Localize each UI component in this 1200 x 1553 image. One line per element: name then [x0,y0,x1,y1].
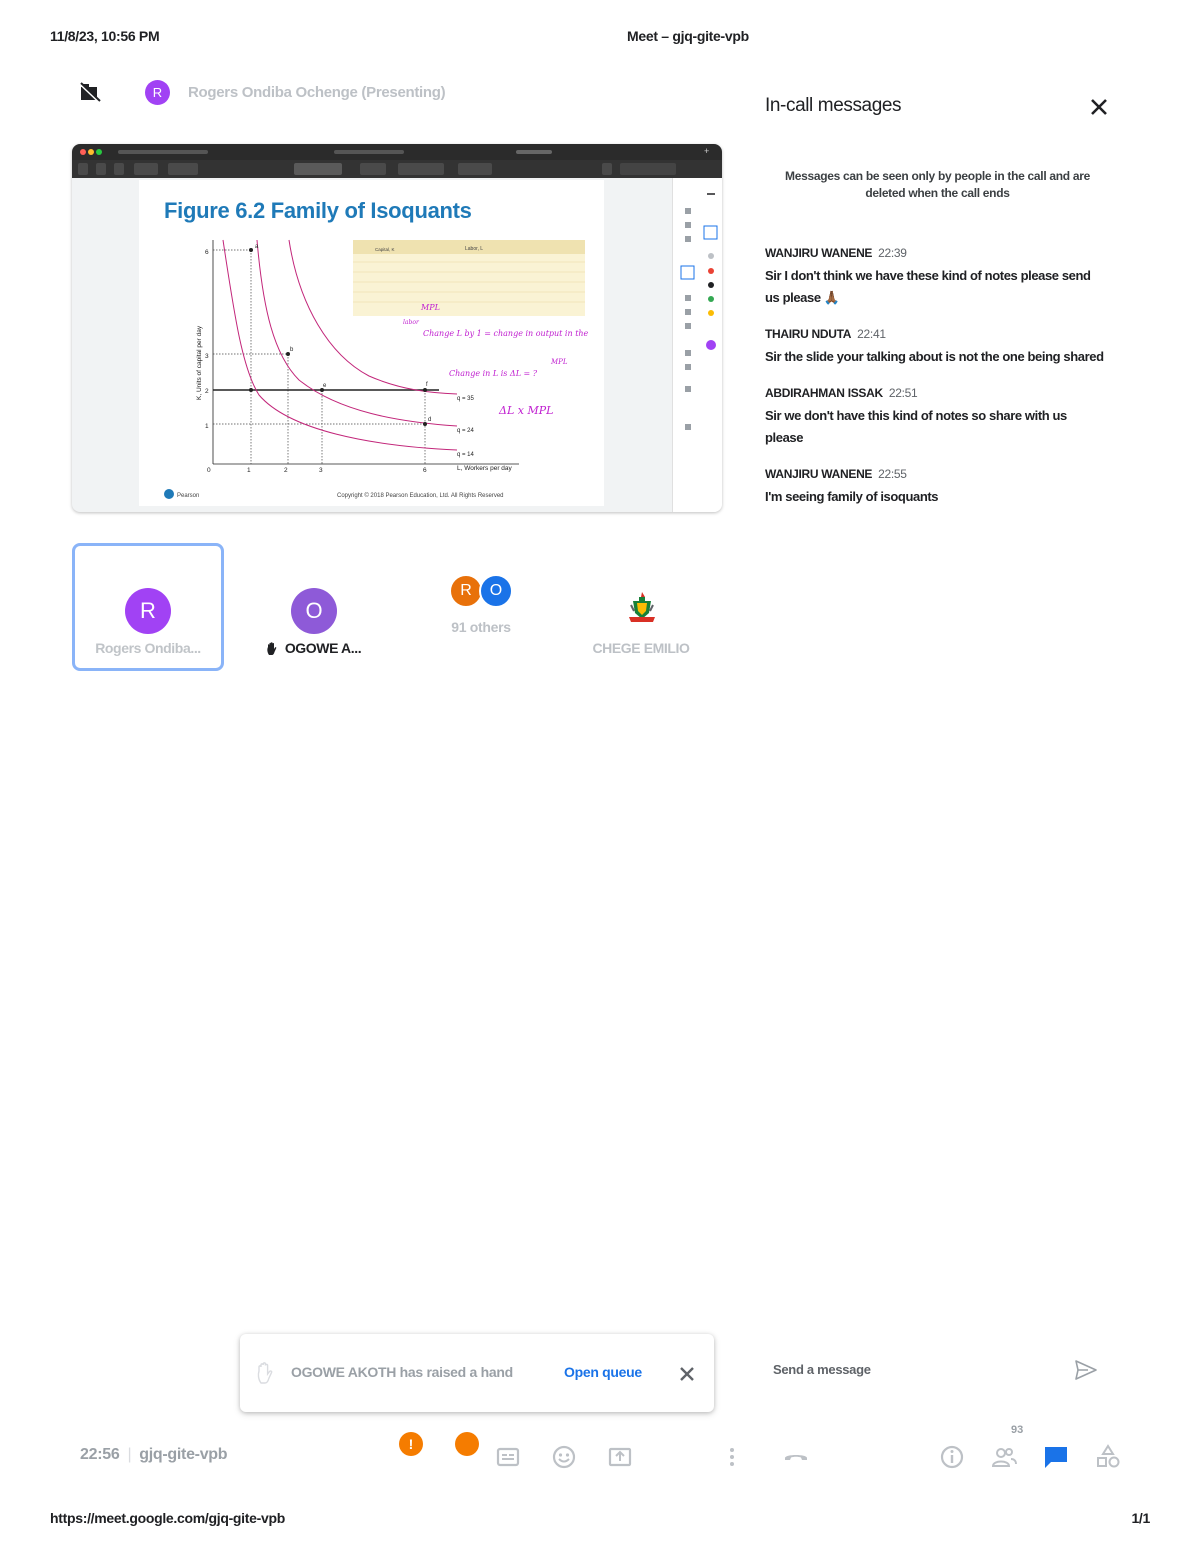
handwritten-annotation: ΔL x MPL [499,404,554,417]
shared-tool [294,163,342,175]
handwritten-annotation: Change L by 1 = change in output in the [423,329,589,338]
shared-tool [168,163,198,175]
message-sender: THAIRU NDUTA [765,327,852,341]
meeting-code: gjq-gite-vpb [139,1446,228,1463]
people-icon[interactable] [990,1443,1018,1471]
print-datetime: 11/8/23, 10:56 PM [50,28,160,44]
participant-name: CHEGE EMILIO [592,640,690,656]
participant-tile-rogers[interactable] [72,543,224,671]
maximize-dot-icon [96,149,102,155]
shared-tool [114,163,124,175]
point-label: f [426,382,428,388]
chat-message [765,244,1105,309]
presenter-name: Rogers Ondiba Ochenge (Presenting) [188,84,446,101]
participant-avatar: O [291,588,337,634]
participant-avatar: R [449,574,483,608]
meeting-details: 22:56 | gjq-gite-vpb [80,1446,228,1463]
shared-tab-strip [334,150,404,154]
open-queue-button[interactable]: Open queue [564,1364,642,1380]
slide-title: Figure 6.2 Family of Isoquants [164,198,472,223]
leave-call-icon[interactable] [782,1443,810,1471]
point-label: d [428,417,432,423]
close-icon[interactable] [677,1364,697,1384]
message-sender: ABDIRAHMAN ISSAK [765,386,883,400]
print-url: https://meet.google.com/gjq-gite-vpb [50,1510,285,1526]
point-label: e [323,383,327,389]
raised-hand-toast [240,1334,714,1412]
x-tick-label: 3 [319,467,323,474]
participant-avatar: R [125,588,171,634]
message-text: Sir I don't think we have these kind of notes please send us please 🙏🏾 [765,268,1091,305]
activities-icon[interactable] [1094,1443,1122,1471]
participant-name-row [238,640,390,656]
bottom-control-bar [0,1420,1200,1480]
y-tick-label: 3 [205,353,209,360]
message-sender: WANJIRU WANENE [765,467,873,481]
shared-tool [398,163,444,175]
isoquant-figure [139,180,604,506]
more-options-icon[interactable] [718,1443,746,1471]
chat-icon[interactable] [1042,1443,1070,1471]
hand-raised-icon [267,642,277,655]
shared-tool [360,163,386,175]
isoquant-label: q = 24 [457,428,474,434]
meeting-info-icon[interactable] [938,1443,966,1471]
handwritten-annotation: MPL [551,358,568,366]
y-axis-label: K, Units of capital per day [196,325,203,400]
shared-tool [134,163,158,175]
shared-tab-strip [118,150,208,154]
participant-tile-ogowe[interactable] [238,543,390,671]
screen-share-tile[interactable] [72,144,722,512]
message-text: Sir we don't have this kind of notes so share with us please [765,408,1067,445]
pin-presentation-icon[interactable] [78,82,102,104]
new-tab-icon: + [704,146,710,156]
x-axis-label: L, Workers per day [457,465,512,472]
message-time: 22:51 [888,386,918,400]
shared-tab-strip [516,150,552,154]
print-header [50,28,1150,48]
shared-search-field [620,163,676,175]
close-dot-icon [80,149,86,155]
message-text: I'm seeing family of isoquants [765,489,939,504]
shared-app-toolbar [72,160,722,178]
y-tick-label: 1 [205,423,209,430]
toast-message: OGOWE AKOTH has raised a hand [291,1364,513,1380]
others-count: 91 others [451,619,511,635]
point-label: b [290,347,294,353]
isoquant-label: q = 35 [457,396,474,402]
camera-button[interactable] [455,1432,479,1456]
shared-window-titlebar [72,144,722,160]
pearson-logo-icon [164,489,174,499]
handwritten-annotation: labor [403,319,419,326]
participant-name: Rogers Ondiba... [95,640,201,656]
print-page-number: 1/1 [1131,1510,1150,1526]
shared-tool [96,163,106,175]
chat-panel [750,80,1120,1410]
table-row-label: Capital, K [375,247,395,252]
shared-tool [78,163,88,175]
x-tick-label: 2 [284,467,288,474]
y-tick-label: 6 [205,249,209,256]
x-tick-label: 6 [423,467,427,474]
print-footer [50,1510,1150,1530]
annotation-tool-panel [672,178,722,512]
handwritten-annotation: MPL [421,303,440,312]
x-tick-label: 0 [207,467,211,474]
participant-tile-others[interactable] [405,543,557,671]
message-time: 22:39 [878,246,907,260]
point-label: a [255,244,259,250]
y-tick-label: 2 [205,388,209,395]
participant-tile-chege[interactable] [565,543,717,671]
present-screen-icon[interactable] [606,1443,634,1471]
message-input[interactable]: Send a message [773,1362,871,1377]
participant-name: OGOWE A... [284,640,362,656]
chat-title: In-call messages [765,95,902,116]
shared-tool [602,163,612,175]
chat-message-list [765,244,1105,524]
chat-notice: Messages can be seen only by people in the call and are deleted when the call ends [785,169,1090,200]
minimize-dot-icon [88,149,94,155]
chat-message [765,465,1105,508]
message-time: 22:41 [857,327,886,341]
captions-icon[interactable] [494,1443,522,1471]
chat-message [765,325,1105,368]
presentation-slide [139,180,604,506]
people-count-badge: 93 [1011,1424,1024,1436]
chat-message [765,384,1105,449]
slide-brand: Pearson [177,493,200,499]
table-header: Labor, L [465,246,484,252]
message-text: Sir the slide your talking about is not the one being shared [765,349,1104,364]
x-tick-label: 1 [247,467,251,474]
print-page-title: Meet – gjq-gite-vpb [627,28,749,44]
meeting-clock: 22:56 [80,1446,120,1463]
annotation-tools-icon [673,178,722,512]
presenter-avatar: R [145,80,170,105]
message-time: 22:55 [878,467,907,481]
crest-avatar-icon [627,591,657,623]
message-sender: WANJIRU WANENE [765,246,873,260]
emoji-reaction-icon[interactable] [550,1443,578,1471]
send-icon[interactable] [1074,1359,1098,1381]
presenter-bar [78,80,678,106]
microphone-button[interactable] [399,1432,423,1456]
hand-raised-icon [257,1362,275,1384]
shared-tool [458,163,492,175]
alert-icon: ! [408,1436,414,1452]
handwritten-annotation: Change in L is ΔL = ? [449,369,538,378]
slide-copyright: Copyright © 2018 Pearson Education, Ltd. All Rights Reserved [337,493,504,499]
close-icon[interactable] [1088,96,1110,118]
isoquant-label: q = 14 [457,452,474,458]
participant-avatar: O [479,574,513,608]
